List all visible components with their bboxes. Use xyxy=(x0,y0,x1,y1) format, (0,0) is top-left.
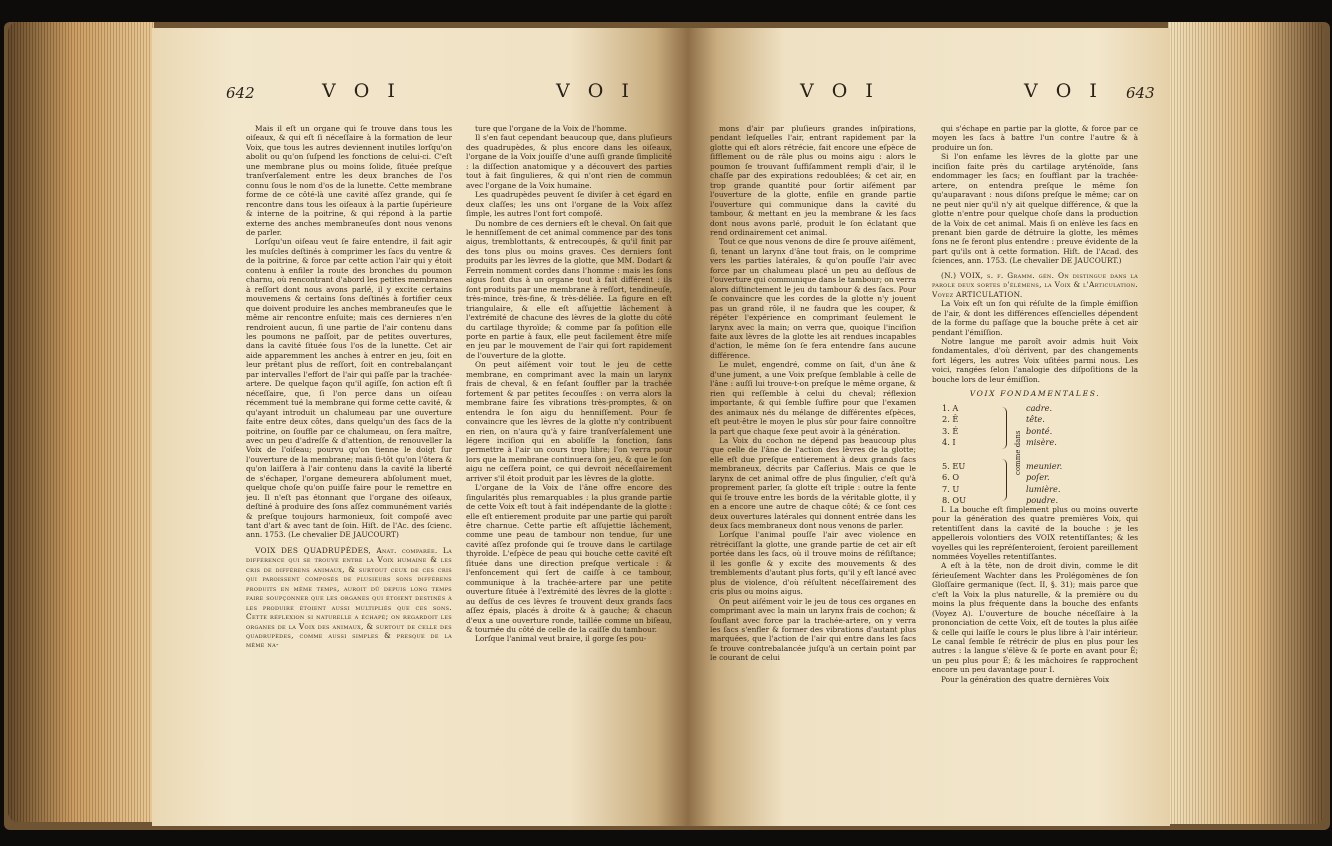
table-example: tête. xyxy=(1026,414,1045,425)
paragraph: qui s'échape en partie par la glotte, & force par ce moyen les ſacs à battre l'un contre l'autre & à produire un ſon. xyxy=(932,124,1138,152)
voix-fondamentales-table xyxy=(942,403,1138,505)
paragraph: Tout ce que nous venons de dire ſe prouve aiſément, ſi, tenant un larynx d'âne tout frais, on le comprime vers les parties latérales, & qu'on pouſſe l'air avec force par un chalumeau placé un peu au deſſous de l'ouverture qui communique dans le tambour; on verra alors diſtinctement le jeu du tambour & des ſacs. Pour ſe convaincre que les cordes de la glotte n'y jouent pas un grand rôle, il ne faudra que les couper, & répéter l'expérience en comprimant ſeulement le larynx avec la main; on verra que, quoique l'inciſion faite aux lèvres de la glotte les ait rendues incapables d'action, le même ſon ſe fera entendre ſans aucune différence. xyxy=(710,237,916,360)
table-example: cadre. xyxy=(1026,402,1053,413)
running-head-right-col3: V O I xyxy=(800,80,879,102)
table-example: misère. xyxy=(1026,437,1057,448)
brace-top xyxy=(1000,407,1007,449)
table-voix-column xyxy=(942,403,986,507)
right-page-edges xyxy=(1168,22,1324,824)
table-row: 8. OU xyxy=(942,495,967,506)
running-head-left-col2: V O I xyxy=(556,80,635,102)
table-side-label: comme dans xyxy=(1014,430,1023,475)
table-row: 4. I xyxy=(942,437,956,448)
text-column-1 xyxy=(246,124,452,824)
paragraph: L'organe de la Voix de l'âne offre encore des ſingularités plus remarquables : la plus grande partie de cette Voix eſt tout à fait indépendante de la glotte : elle eſt entierement produite par une partie qui paroît être charnue. Cette partie eſt aſſujettie lâchement, comme une peau de tambour non tendue, ſur une cavité aſſez profonde qui ſe trouve dans le cartilage thyroïde. L'eſpèce de peau qui bouche cette cavité eſt ſituée dans une direction preſque verticale : & l'enfoncement qui ſert de caiſſe à ce tambour, communique à la trachée-artere par une petite ouverture ſituée à l'extrémité des lèvres de la glotte : au deſſus de ces lèvres ſe trouvent deux grands ſacs aſſez épais, placés à droite & à gauche; & chacun d'eux a une ouverture ronde, taillée comme un biſeau, & tournée du côté de celle de la caiſſe du tambour. xyxy=(466,483,672,635)
paragraph: Lorſqu'un oiſeau veut ſe faire entendre, il fait agir les muſcles deſtinés à comprimer les ſacs du ventre & de la poitrine, & force par cette action l'air qui y étoit contenu à enfiler la route des bronches du poumon charnu, où rencontrant d'abord les petites membranes à reſſort dont nous avons parlé, il y excite certains mouvemens & certains ſons deſtinés à fortifier ceux que doivent produire les anches membraneuſes que le même air rencontre enſuite; mais ces dernieres n'en rendroient aucun, ſi une partie de l'air contenu dans les poumons ne paſſoit, par de petites ouvertures, dans la cavité ſituée ſous l'os de la lunette. Cet air aide apparemment les anches à entrer en jeu, ſoit en leur prêtant plus de reſſort, ſoit en contrebalançant par intervalles l'effort de l'air qui paſſe par la trachée-artere. De quelque façon qu'il agiſſe, ſon action eſt ſi néceſſaire, que, ſi l'on perce dans un oiſeau récemment tué la membrane qui forme cette cavité, & qu'ayant introduit un chalumeau par une ouverture faite entre deux côtes, dans quelqu'un des ſacs de la poitrine, on ſouffle par ce chalumeau, on ſera maître, avec un peu d'adreſſe & d'attention, de renouveller la Voix de l'oiſeau; pourvu qu'on tienne le doigt ſur l'ouverture de la membrane; mais ſi-tôt qu'on l'ôtera & qu'on laiſſera à l'air contenu dans la cavité la liberté de s'échaper, l'organe demeurera abſolument muet, quelque choſe qu'on puiſſe faire pour le remettre en jeu. Il n'eſt pas étonnant que l'organe des oiſeaux, deſtiné à produire des ſons aſſez communément variés & preſque toujours harmonieux, ſoit compoſé avec tant d'art & avec tant de ſoin. Hiſt. de l'Ac. des ſcienc. ann. 1753. (Le chevalier DE JAUCOURT) xyxy=(246,237,452,540)
table-row: 1. A xyxy=(942,402,959,413)
paragraph: ture que l'organe de la Voix de l'homme. xyxy=(475,124,627,133)
paragraph: Le mulet, engendré, comme on ſait, d'un âne & d'une jument, a une Voix preſque ſemblable à celle de l'âne : auſſi lui trouve-t-on preſque le même organe, & rien qui reſſemble à celui du cheval; réflexion importante, & qui ſemble ſuffire pour que l'examen des animaux nés du mélange de différentes eſpèces, eſt peut-être le moyen le plus sûr pour faire connoître la part que chaque ſexe peut avoir à la génération. xyxy=(710,360,916,436)
table-row: 5. EU xyxy=(942,460,966,471)
table-example: lumière. xyxy=(1026,483,1061,494)
table-example: meunier. xyxy=(1026,460,1063,471)
paragraph: Les quadrupèdes peuvent ſe diviſer à cet égard en deux claſſes; les uns ont l'organe de la Voix aſſez ſimple, les autres l'ont fort compoſé. xyxy=(466,190,672,219)
table-row: 3. É xyxy=(942,425,959,436)
paragraph: Lorſque l'animal pouſſe l'air avec violence en rétréciſſant la glotte, une grande partie de cet air eſt portée dans les ſacs, où il trouve moins de réſiſtance; il les gonfle & y excite des mouvements & des tremblements d'autant plus forts, qu'il y eſt lancé avec plus de violence, d'où réſultent néceſſairement des cris plus ou moins aigus. xyxy=(710,530,916,597)
table-title: VOIX FONDAMENTALES. xyxy=(969,389,1101,399)
paragraph: mons d'air par pluſieurs grandes inſpirations, pendant leſquelles l'air, entrant rapidement par la glotte qui eſt alors rétrécie, fait encore une eſpèce de ſifflement ou de râle plus ou moins aigu : alors le poumon ſe trouvant ſuffiſamment rempli d'air, il le chaſſe par des expirations redoublées; & cet air, en trop grande quantité pour ſortir aiſément par l'ouverture de la glotte, enfile en grande partie l'ouverture qui communique dans la cavité du tambour, & mettant en jeu la membrane & les ſacs dont nous avons parlé, produit le ſon éclatant que rend ordinairement cet animal. xyxy=(710,124,916,237)
entry-voix-quadrupedes: VOIX DES QUADRUPÈDES, Anat. comparée. La différence qui ſe trouve entre la Voix humaine & les cris de différens animaux, & ſurtout ceux de ces cris qui paroiſſent compoſés de pluſieurs ſons différens produits en même temps, auroit dû depuis long temps faire ſoupçonner que les organes qui étoient deſtinés à les produire étoient auſſi multipliés que ces ſons. Cette réflexion ſi naturelle a échapé; on regardoit les organes de la Voix des animaux, & ſurtout de celle des quadrupèdes, comme auſſi ſimples & preſque de la même na- xyxy=(246,545,452,650)
table-example: poſer. xyxy=(1026,472,1050,483)
text-column-2 xyxy=(466,124,672,824)
page-number-right: 643 xyxy=(1126,84,1155,102)
paragraph: Notre langue me paroît avoir admis huit Voix fondamentales, d'où dérivent, par des changements fort légers, les autres Voix uſitées parmi nous. Les voici, rangées ſelon l'analogie des diſpoſitions de la bouche lors de leur émiſſion. xyxy=(932,336,1138,384)
paragraph: Si l'on enfame les lèvres de la glotte par une inciſion faite près du cartilage aryténoïde, ſans endommager les ſacs; en ſoufflant par la trachée-artere, on entendra preſque le même ſon qu'auparavant : nous diſons preſque le même; car on ne peut nier qu'il n'y ait quelque différence, & que la glotte n'entre pour quelque choſe dans la production de la Voix de cet animal. Mais ſi on enlève les ſacs en prenant bien garde de détruire la glotte, les mêmes ſons ne ſe feront plus entendre : preuve évidente de la part qu'ils ont à cette formation. Hiſt. de l'Acad. des ſciences, ann. 1753. (Le chevalier DE JAUCOURT.) xyxy=(932,152,1138,266)
paragraph: Pour la génération des quatre dernières Voix xyxy=(941,674,1110,684)
text-column-3 xyxy=(710,124,916,824)
paragraph: La Voix eſt un ſon qui réſulte de la ſimple émiſſion de l'air, & dont les différences eſſencielles dépendent de la forme du paſſage que la bouche prête à cet air pendant l'émiſſion. xyxy=(932,299,1138,337)
brace-bottom xyxy=(1000,459,1007,501)
running-head-right-col4: V O I xyxy=(1024,80,1103,102)
left-page-edges xyxy=(8,22,154,822)
text-column-4 xyxy=(932,124,1138,824)
table-row: 6. O xyxy=(942,472,960,483)
paragraph: A eſt à la tête, non de droit divin, comme le dit ſérieuſement Wachter dans les Prolégomènes de ſon Gloſſaire germanique (ſect. II, §. 31); mais parce que c'eſt la Voix la plus naturelle, & la première ou du moins la plus fréquente dans la bouche des enfants (Voyez A). L'ouverture de bouche néceſſaire à la prononciation de cette Voix, eſt de toutes la plus aiſée & celle qui laiſſe le cours le plus libre à l'air intérieur. Le canal ſemble ſe rétrécir de plus en plus pour les autres : la langue s'élève & ſe porte en avant pour È; un peu plus pour É; & les mâchoires ſe rapprochent encore un peu davantage pour I. xyxy=(932,561,1138,675)
page-number-left: 642 xyxy=(226,84,255,102)
paragraph: La Voix du cochon ne dépend pas beaucoup plus que celle de l'âne de l'action des lèvres de la glotte; elle eſt due preſque entierement à deux grands ſacs membraneux, décrits par Caſſerius. Mais ce que le larynx de cet animal offre de plus ſingulier, c'eſt qu'à proprement parler, ſa glotte eſt triple : outre la fente qui ſe trouve entre les bords de la véritable glotte, il y en a encore une autre de chaque côté; & ce ſont ces deux ouvertures latérales qui donnent entrée dans les deux ſacs membraneux dont nous venons de parler. xyxy=(710,435,916,531)
paragraph: Lorſque l'animal veut braire, il gorge ſes pou- xyxy=(475,634,647,644)
table-example-column xyxy=(1026,403,1136,507)
paragraph: Mais il eſt un organe qui ſe trouve dans tous les oiſeaux, & qui eſt ſi néceſſaire à la formation de leur Voix, que tous les autres deviennent inutiles lorſqu'on abolit ou qu'on ſuſpend les fonctions de celui-ci. C'eſt une membrane plus ou moins ſolide, ſituée preſque tranſverſalement entre les deux branches de l'os connu ſous le nom d'os de la lunette. Cette membrane forme de ce côté-là une cavité aſſez grande, qui ſe rencontre dans tous les oiſeaux à la partie ſupérieure & interne de la poitrine, & qui répond à la partie externe des anches membraneuſes dont nous venons de parler. xyxy=(246,124,452,237)
left-page xyxy=(152,28,688,826)
table-row: 2. Ê xyxy=(942,414,959,425)
paragraph: Du nombre de ces derniers eſt le cheval. On ſait que le henniſſement de cet animal commence par des tons aigus, tremblottants, & entrecoupés, & qu'il finit par des tons plus ou moins graves. Ces derniers ſont produits par les lèvres de la glotte, que MM. Dodart & Ferrein nomment cordes dans l'homme : mais les ſons aigus ſont dus à un organe tout à fait différent : ils ſont produits par une membrane à reſſort, tendineuſe, très-mince, très-fine, & très-déliée. La figure en eſt triangulaire, & elle eſt aſſujettie lâchement à l'extrémité de chacune des lèvres de la glotte du côté du cartilage thyroïde; & comme par ſa poſition elle porte en partie à faux, elle peut facilement être miſe en jeu par le mouvement de l'air qui ſort rapidement de l'ouverture de la glotte. xyxy=(466,218,672,360)
paragraph: On peut aiſément voir le jeu de tous ces organes en comprimant avec la main un larynx frais de cochon; & ſouflant avec force par la trachée-artere, on y verra les ſacs s'enfler & former des vibrations d'autant plus marquées, que l'action de l'air qui entre dans les ſacs ſe trouve contrebalancée juſqu'à un certain point par le courant de celui xyxy=(710,596,916,663)
right-page xyxy=(688,28,1170,826)
paragraph: I. La bouche eſt ſimplement plus ou moins ouverte pour la génération des quatre premières Voix, qui retentiſſent dans la cavité de la bouche : je les appellerois volontiers des VOIX retentiſſantes; & les voyelles qui les repréſenteroient, ſeroient pareillement nommées Voyelles retentiſſantes. xyxy=(932,504,1138,561)
paragraph: On peut aiſément voir tout le jeu de cette membrane, en comprimant avec la main un larynx frais de cheval, & en feſant ſouffler par la trachée fortement & par petites ſecouſſes : on verra alors la membrane faire ſes vibrations très-promptes, & on entendra le ſon aigu du henniſſement. Pour ſe convaincre que les lèvres de la glotte n'y contribuent en rien, on n'aura qu'à y faire tranſverſalement une légere inciſion qui en aboliſſe la fonction, ſans permettre à l'air un cours trop libre; l'on verra pour lors que la membrane continuera ſon jeu, & que le ſon aigu ne ceſſera point, ce qui devroit néceſſairement arriver s'il étoit produit par les lèvres de la glotte. xyxy=(466,360,672,483)
table-example: bonté. xyxy=(1026,425,1053,436)
entry-voix-grammaire: (N.) VOIX, ſ. f. Gramm. gén. On diſtingue dans la parole deux ſortes d'élémens, la Voix & l'Articulation. Voyez ARTICULATION. xyxy=(932,270,1138,299)
paragraph: Il s'en faut cependant beaucoup que, dans pluſieurs des quadrupèdes, & plus encore dans les oiſeaux, l'organe de la Voix jouiſſe d'une auſſi grande ſimplicité : la diſſection anatomique y a découvert des parties tout à fait ſingulieres, & qui n'ont rien de commun avec l'organe de la Voix humaine. xyxy=(466,133,672,190)
table-row: 7. U xyxy=(942,483,960,494)
running-head-left-col1: V O I xyxy=(322,80,401,102)
table-example: poudre. xyxy=(1026,495,1059,506)
